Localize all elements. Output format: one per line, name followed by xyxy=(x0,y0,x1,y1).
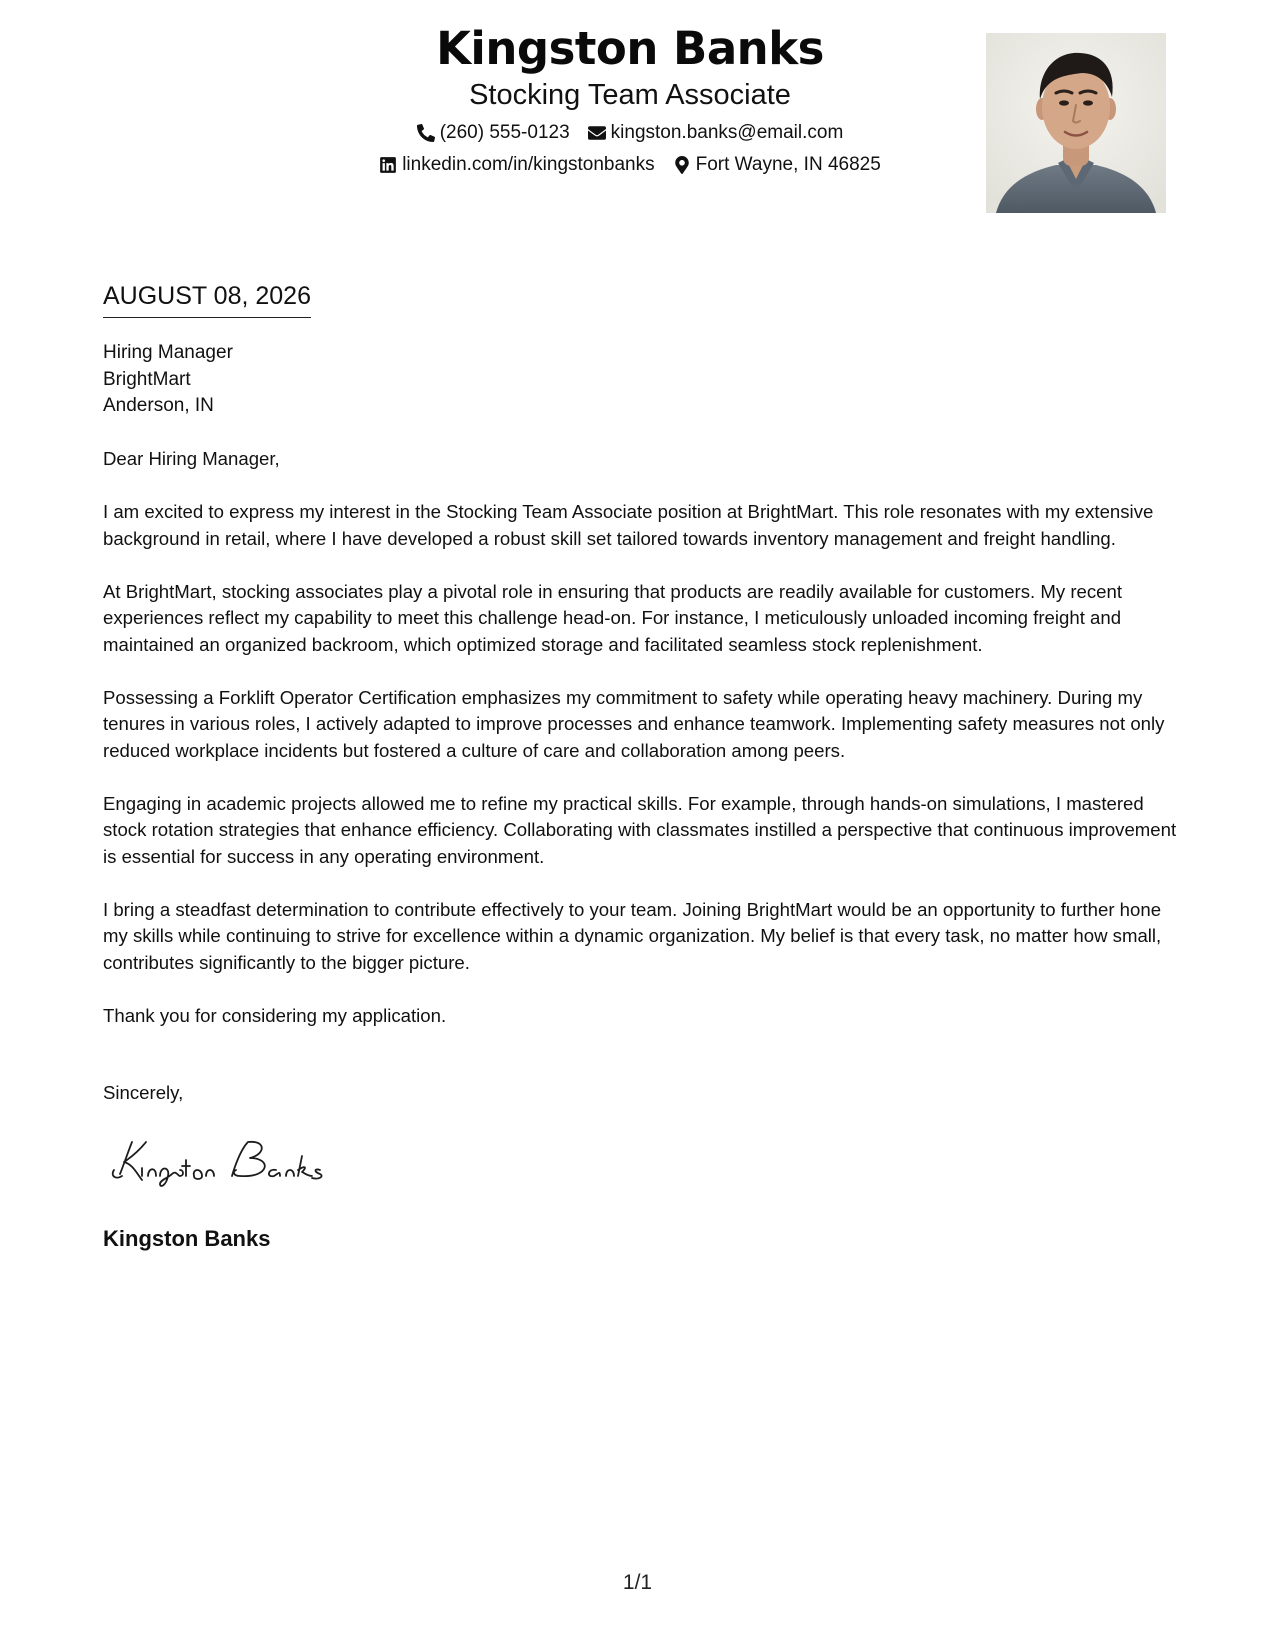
contact-row-secondary xyxy=(130,153,1130,177)
email-address: kingston.banks@email.com xyxy=(610,122,844,143)
recipient-title: Hiring Manager xyxy=(103,342,233,363)
map-pin-icon xyxy=(673,156,691,174)
applicant-name: Kingston Banks xyxy=(436,22,824,75)
body-paragraph: Possessing a Forklift Operator Certification emphasizes my commitment to safety while operating heavy machinery. During my tenures in various roles, I actively adapted to improve processes and enhance teamwork. Implementing safety measures not only reduced workplace incidents but fostered a culture of care and collaboration among peers. xyxy=(103,686,1165,761)
applicant-photo xyxy=(986,33,1166,213)
recipient-block xyxy=(103,340,233,420)
phone-icon xyxy=(417,124,435,142)
linkedin-icon xyxy=(379,156,397,174)
contact-linkedin xyxy=(379,153,654,177)
contact-email xyxy=(588,121,844,145)
recipient-location: Anderson, IN xyxy=(103,395,214,416)
letter-header xyxy=(130,18,1130,177)
body-paragraph: I bring a steadfast determination to contribute effectively to your team. Joining BrightMart would be an opportunity to further hone my skills while continuing to strive for excellence within a dynamic organization. My belief is that every task, no matter how small, contributes significantly to the bigger picture. xyxy=(103,898,1162,973)
applicant-title: Stocking Team Associate xyxy=(469,79,791,111)
contact-phone xyxy=(417,121,570,145)
salutation: Dear Hiring Manager, xyxy=(103,448,280,469)
body-paragraph: At BrightMart, stocking associates play a pivotal role in ensuring that products are readily available for customers. My recent experiences reflect my capability to meet this challenge head-on. For instance, I meticulously unloaded incoming freight and maintained an organized backroom, which optimized storage and facilitated seamless stock replenishment. xyxy=(103,580,1122,655)
contact-location xyxy=(673,153,881,177)
envelope-icon xyxy=(588,124,606,142)
page-number: 1/1 xyxy=(622,1571,653,1594)
location-text: Fort Wayne, IN 46825 xyxy=(695,154,881,175)
contact-row-primary xyxy=(130,121,1130,145)
body-paragraph: I am excited to express my interest in the Stocking Team Associate position at BrightMart. This role resonates with my extensive background in retail, where I have developed a robust skill set tailored towards inventory management and freight handling. xyxy=(103,501,1154,549)
letter-body xyxy=(103,446,1178,1056)
closing: Sincerely, xyxy=(103,1082,184,1103)
recipient-company: BrightMart xyxy=(103,368,191,390)
signer-name: Kingston Banks xyxy=(103,1226,271,1251)
handwritten-signature xyxy=(106,1130,366,1190)
letter-date: AUGUST 08, 2026 xyxy=(103,279,311,318)
linkedin-url: linkedin.com/in/kingstonbanks xyxy=(402,154,655,175)
phone-number: (260) 555-0123 xyxy=(439,122,570,143)
body-paragraph: Engaging in academic projects allowed me to refine my practical skills. For example, through hands-on simulations, I mastered stock rotation strategies that enhance efficiency. Collaborating with classmates instilled a perspective that continuous improvement is essential for success in any operating environment. xyxy=(103,792,1177,867)
body-paragraph: Thank you for considering my application. xyxy=(103,1004,447,1026)
